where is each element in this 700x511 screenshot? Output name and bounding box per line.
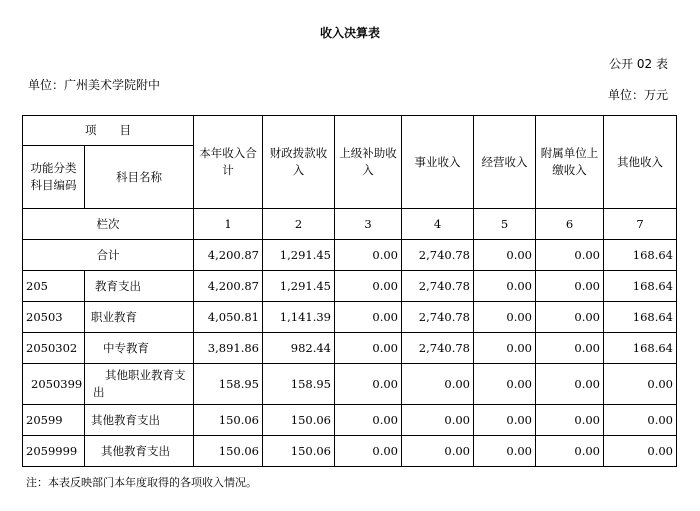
row-code: 2050302 (23, 333, 85, 364)
row-value: 1,291.45 (263, 271, 335, 302)
row-value: 0.00 (604, 436, 677, 467)
row-value: 0.00 (604, 405, 677, 436)
lanci-label: 栏次 (23, 209, 194, 240)
row-value: 168.64 (604, 333, 677, 364)
table-title: 收入决算表 (319, 26, 380, 40)
row-value: 3,891.86 (194, 333, 263, 364)
row-value: 0.00 (474, 302, 536, 333)
row-code: 20503 (23, 302, 85, 333)
row-value: 0.00 (474, 333, 536, 364)
row-value: 2,740.78 (402, 271, 474, 302)
header-row-1 (23, 116, 677, 146)
row-value: 0.00 (474, 364, 536, 405)
row-name: 其他教育支出 (85, 405, 194, 436)
row-value: 0.00 (536, 405, 604, 436)
table-row (23, 436, 677, 467)
row-value: 150.06 (263, 436, 335, 467)
lanci-num: 6 (536, 209, 604, 240)
total-value: 4,200.87 (194, 240, 263, 271)
row-value: 150.06 (194, 405, 263, 436)
row-value: 0.00 (604, 364, 677, 405)
table-row (23, 405, 677, 436)
header-col: 上级补助收入 (335, 116, 402, 209)
row-name: 其他教育支出 (85, 436, 194, 467)
income-table (22, 115, 677, 467)
row-code: 20599 (23, 405, 85, 436)
row-value: 0.00 (402, 405, 474, 436)
header-col: 财政拨款收入 (263, 116, 335, 209)
lanci-num: 2 (263, 209, 335, 240)
row-value: 0.00 (335, 436, 402, 467)
row-value: 4,050.81 (194, 302, 263, 333)
total-value: 1,291.45 (263, 240, 335, 271)
row-value: 982.44 (263, 333, 335, 364)
row-value: 0.00 (536, 302, 604, 333)
row-value: 0.00 (536, 436, 604, 467)
row-value: 2,740.78 (402, 333, 474, 364)
unit-organization: 单位：广州美术学院附中 (28, 78, 161, 92)
row-name: 其他职业教育支出 (85, 364, 194, 405)
row-name: 教育支出 (85, 271, 194, 302)
row-name: 职业教育 (85, 302, 194, 333)
header-name: 科目名称 (85, 146, 194, 209)
lanci-num: 5 (474, 209, 536, 240)
header-col: 事业收入 (402, 116, 474, 209)
row-value: 0.00 (474, 271, 536, 302)
header-code: 功能分类科目编码 (23, 146, 85, 209)
row-value: 0.00 (402, 364, 474, 405)
row-value: 0.00 (474, 405, 536, 436)
row-code: 205 (23, 271, 85, 302)
row-value: 168.64 (604, 302, 677, 333)
lanci-num: 1 (194, 209, 263, 240)
row-value: 1,141.39 (263, 302, 335, 333)
row-value: 0.00 (474, 436, 536, 467)
row-value: 0.00 (335, 364, 402, 405)
row-value: 150.06 (194, 436, 263, 467)
row-name: 中专教育 (85, 333, 194, 364)
total-value: 168.64 (604, 240, 677, 271)
form-number: 公开 02 表 (609, 57, 668, 71)
lanci-num: 3 (335, 209, 402, 240)
total-value: 2,740.78 (402, 240, 474, 271)
row-value: 4,200.87 (194, 271, 263, 302)
lanci-num: 4 (402, 209, 474, 240)
lanci-num: 7 (604, 209, 677, 240)
row-value: 2,740.78 (402, 302, 474, 333)
lanci-row (23, 209, 677, 240)
row-value: 0.00 (402, 436, 474, 467)
row-value: 158.95 (194, 364, 263, 405)
header-col: 本年收入合计 (194, 116, 263, 209)
row-value: 0.00 (536, 271, 604, 302)
row-code: 2050399 (23, 364, 85, 405)
header-item: 项 目 (23, 116, 194, 146)
total-value: 0.00 (474, 240, 536, 271)
header-col: 附属单位上缴收入 (536, 116, 604, 209)
table-row (23, 333, 677, 364)
row-value: 0.00 (335, 302, 402, 333)
table-row (23, 364, 677, 405)
row-value: 0.00 (536, 364, 604, 405)
row-value: 0.00 (335, 333, 402, 364)
footnote: 注：本表反映部门本年度取得的各项收入情况。 (26, 476, 257, 489)
row-value: 0.00 (335, 405, 402, 436)
header-col: 经营收入 (474, 116, 536, 209)
total-value: 0.00 (335, 240, 402, 271)
total-label: 合计 (23, 240, 194, 271)
unit-money: 单位：万元 (607, 88, 668, 102)
row-code: 2059999 (23, 436, 85, 467)
table-row (23, 302, 677, 333)
row-value: 0.00 (335, 271, 402, 302)
row-value: 168.64 (604, 271, 677, 302)
table-row (23, 271, 677, 302)
row-value: 150.06 (263, 405, 335, 436)
header-col: 其他收入 (604, 116, 677, 209)
row-value: 0.00 (536, 333, 604, 364)
row-value: 158.95 (263, 364, 335, 405)
total-value: 0.00 (536, 240, 604, 271)
total-row (23, 240, 677, 271)
